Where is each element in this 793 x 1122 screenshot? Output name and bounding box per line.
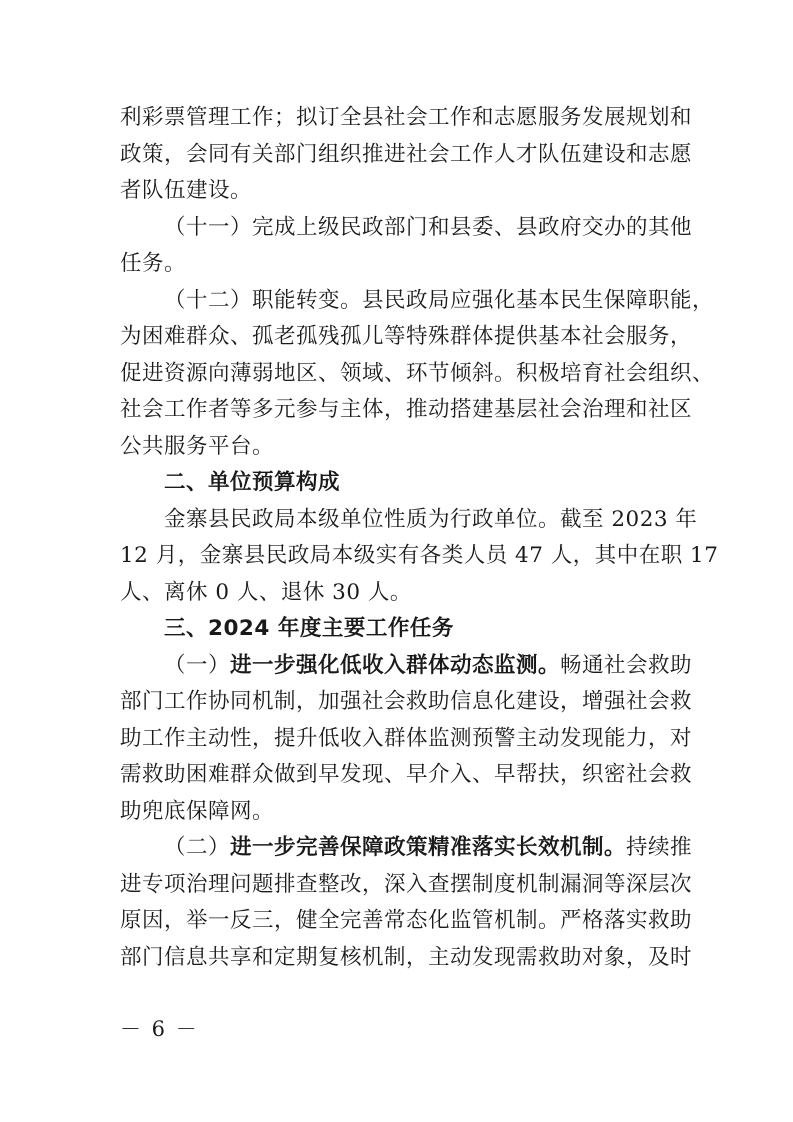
text-line xyxy=(120,830,693,867)
task-title: 进一步强化低收入群体动态监测。 xyxy=(230,652,561,678)
text-line: 促进资源向薄弱地区、领域、环节倾斜。积极培育社会组织、 xyxy=(120,360,715,386)
text-line: （十二）职能转变。县民政局应强化基本民生保障职能， xyxy=(164,287,715,313)
paragraph-task-1 xyxy=(120,648,693,831)
text-line: 部门信息共享和定期复核机制，主动发现需救助对象，及时 xyxy=(120,944,693,970)
text-line: 公共服务平台。 xyxy=(120,433,275,459)
text-line: 助兜底保障网。 xyxy=(120,798,275,824)
text-line: 利彩票管理工作；拟订全县社会工作和志愿服务发展规划和 xyxy=(120,105,693,130)
paragraph-item-11 xyxy=(120,210,693,283)
task-title: 进一步完善保障政策精准落实长效机制。 xyxy=(230,835,627,860)
paragraph-continued xyxy=(120,100,693,210)
text-line: 需救助困难群众做到早发现、早介入、早帮扶，织密社会救 xyxy=(120,762,693,787)
text-line: 部门工作协同机制，加强社会救助信息化建设，增强社会救 xyxy=(120,689,693,714)
text-line: （十一）完成上级民政部门和县委、县政府交办的其他 xyxy=(164,214,693,240)
task-text: 持续推 xyxy=(626,835,693,860)
text-line: 任务。 xyxy=(120,251,187,276)
section-heading: 三、2024 年度主要工作任务 xyxy=(164,616,454,641)
text-line: 进专项治理问题排查整改，深入查摆制度机制漏洞等深层次 xyxy=(120,871,693,897)
task-prefix: （二） xyxy=(164,835,231,860)
text-line: 社会工作者等多元参与主体，推动搭建基层社会治理和社区 xyxy=(120,397,693,422)
text-line: 政策，会同有关部门组织推进社会工作人才队伍建设和志愿 xyxy=(120,141,693,167)
task-text: 畅通社会救助 xyxy=(560,652,693,678)
text-line: 金寨县民政局本级单位性质为行政单位。截至 2023 年 xyxy=(164,506,698,532)
text-line: 人、离休 0 人、退休 30 人。 xyxy=(120,579,412,605)
paragraph-budget xyxy=(120,502,719,612)
paragraph-item-12 xyxy=(120,283,715,466)
task-prefix: （一） xyxy=(164,652,231,678)
paragraph-task-2 xyxy=(120,830,693,976)
document-page xyxy=(120,100,719,976)
section-heading: 二、单位预算构成 xyxy=(164,470,341,495)
text-line xyxy=(120,648,693,685)
text-line: 12 月，金寨县民政局本级实有各类人员 47 人，其中在职 17 xyxy=(120,543,719,568)
page-number: － 6 － xyxy=(120,1017,199,1041)
text-line: 者队伍建设。 xyxy=(120,178,253,203)
text-line: 为困难群众、孤老孤残孤儿等特殊群体提供基本社会服务， xyxy=(120,324,693,349)
text-line: 助工作主动性，提升低收入群体监测预警主动发现能力，对 xyxy=(120,725,693,751)
text-line: 原因，举一反三，健全完善常态化监管机制。严格落实救助 xyxy=(120,908,693,933)
